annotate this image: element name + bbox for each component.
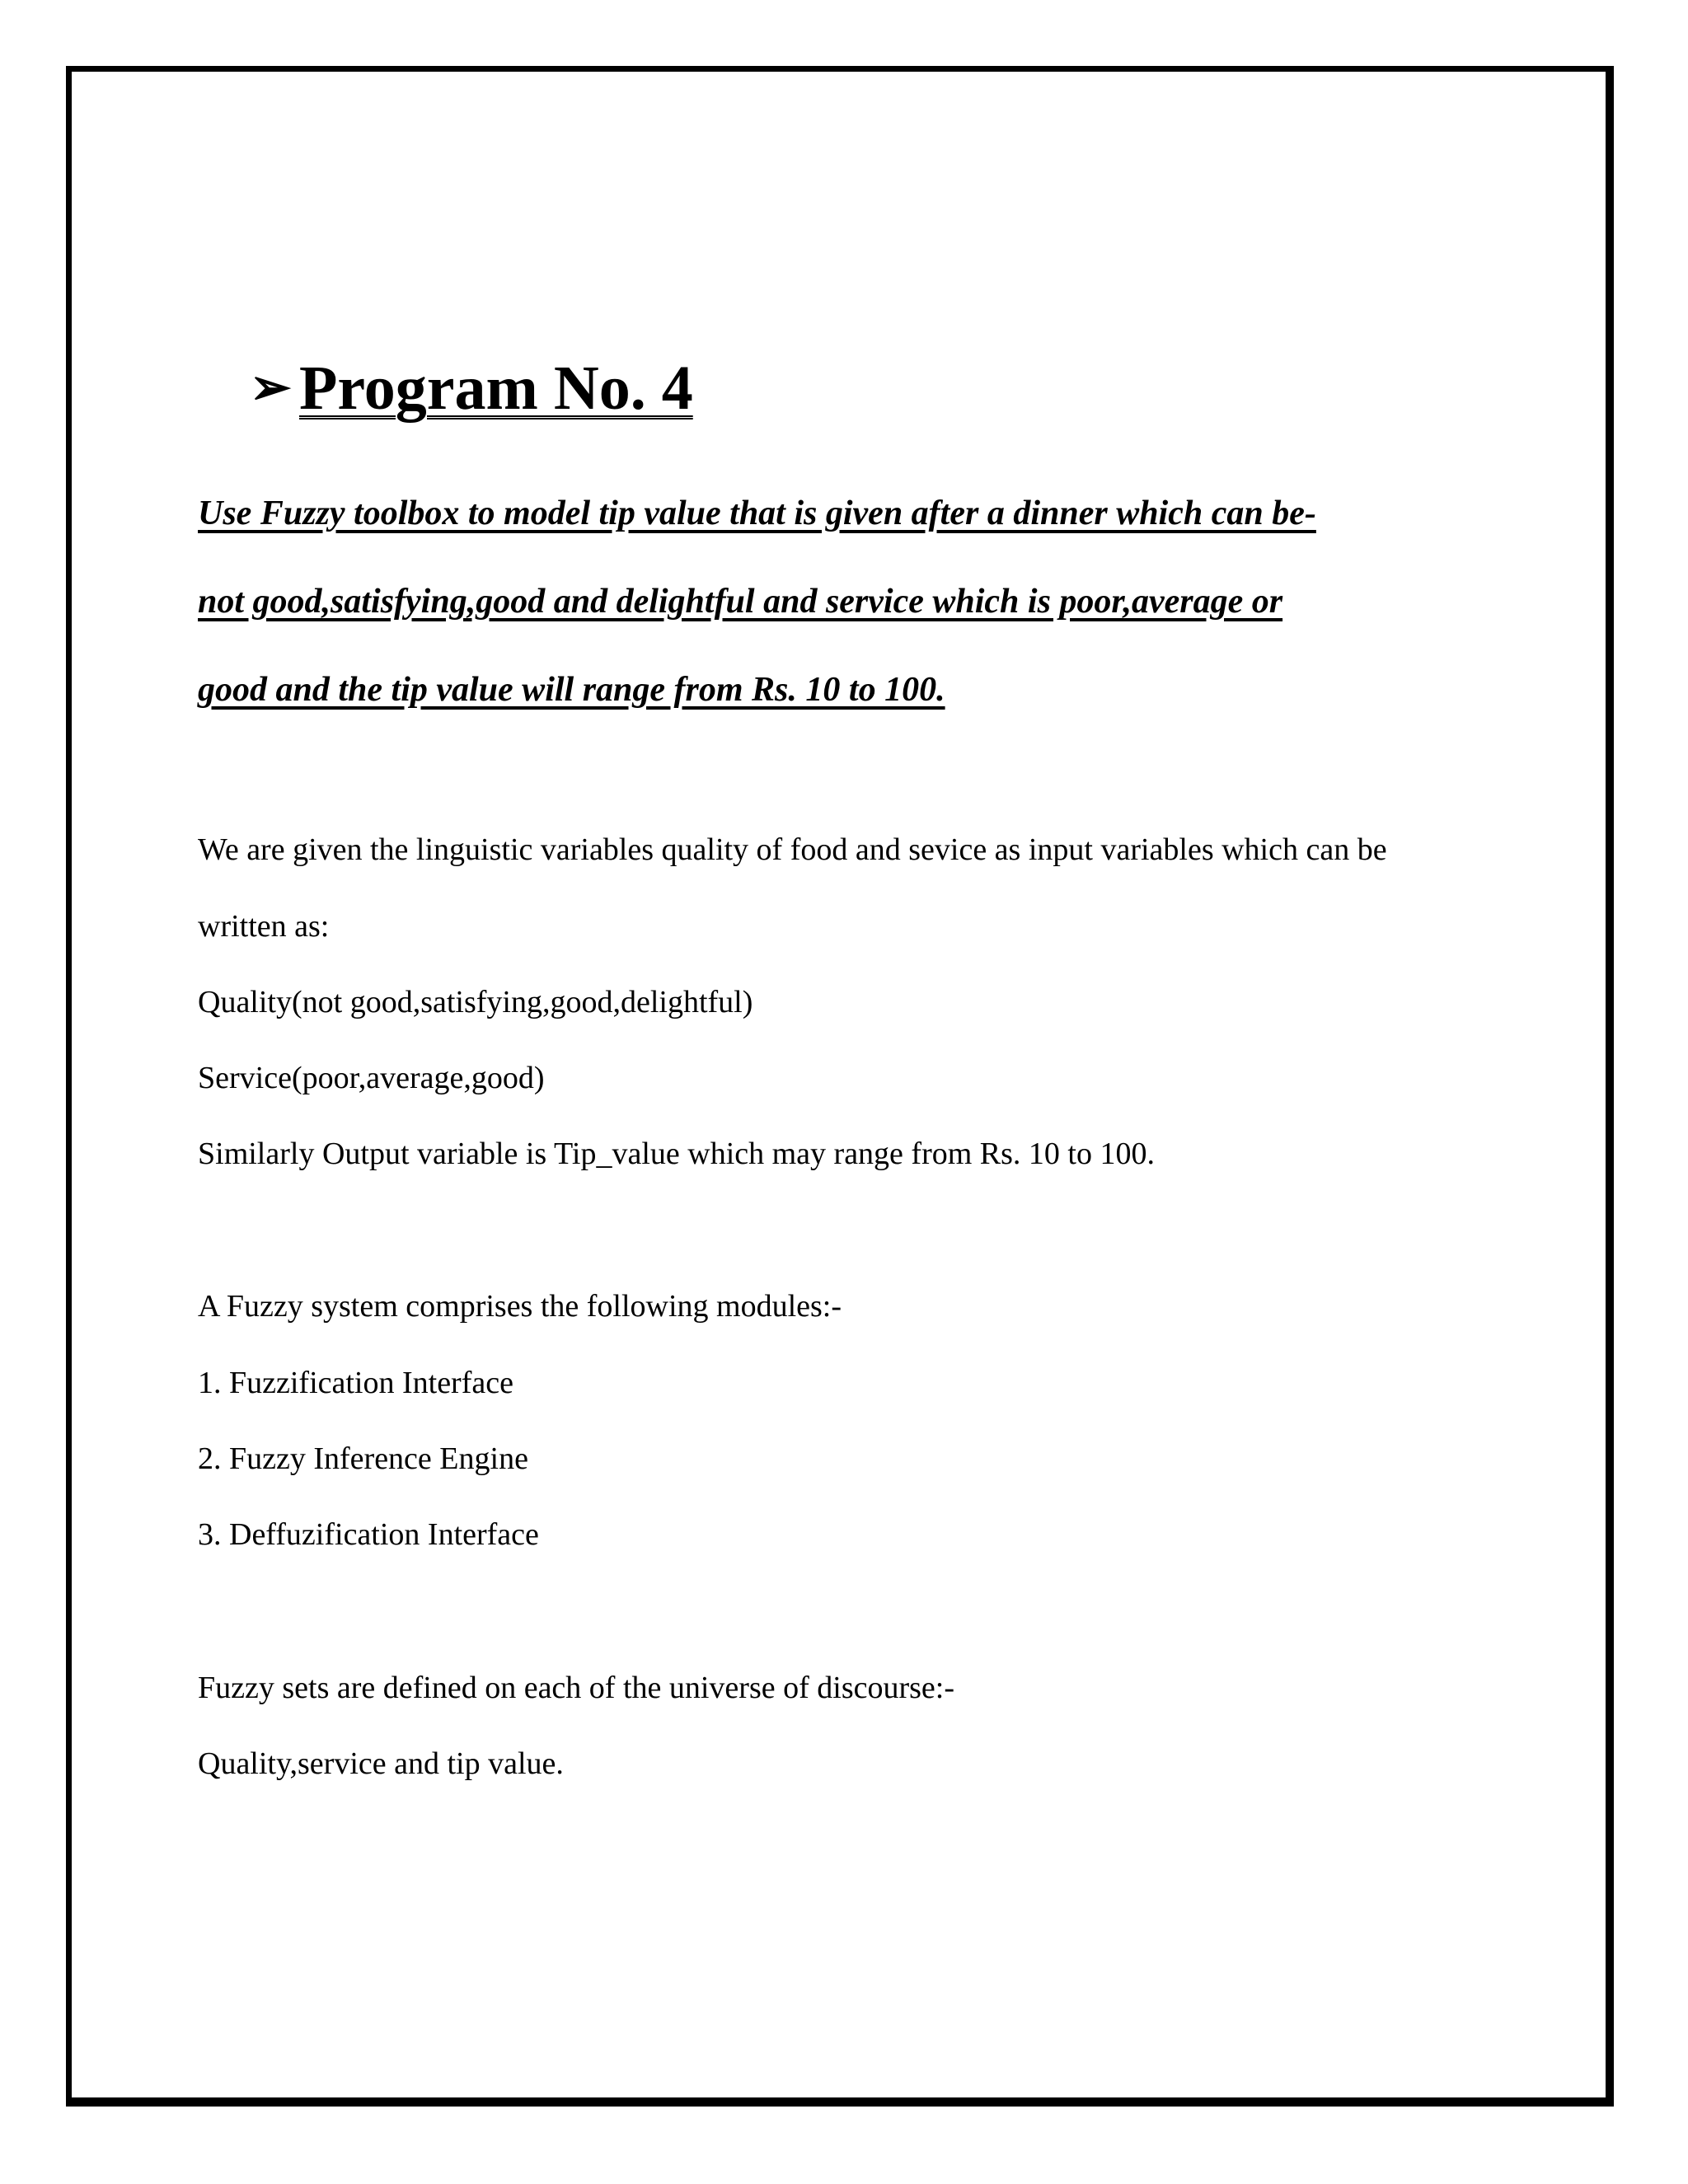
service-line: Service(poor,average,good) <box>198 1061 545 1095</box>
intro-line-2: written as: <box>198 909 330 944</box>
program-title: Program No. 4 <box>299 354 693 423</box>
fuzzy-sets-line-1: Fuzzy sets are defined on each of the universe of discourse:- <box>198 1671 954 1705</box>
program-heading <box>250 346 693 429</box>
intro-line-1: We are given the linguistic variables quality of food and sevice as input variables which can be <box>198 832 1387 867</box>
task-line-2: not good,satisfying,good and delightful and service which is poor,average or <box>198 583 1283 621</box>
task-line-1: Use Fuzzy toolbox to model tip value that is given after a dinner which can be- <box>198 494 1316 532</box>
modules-intro: A Fuzzy system comprises the following modules:- <box>198 1289 842 1324</box>
quality-line: Quality(not good,satisfying,good,delightful) <box>198 985 753 1019</box>
output-line: Similarly Output variable is Tip_value which may range from Rs. 10 to 100. <box>198 1137 1155 1171</box>
arrow-bullet-icon: ➢ <box>250 360 292 415</box>
fuzzy-sets-line-2: Quality,service and tip value. <box>198 1746 564 1781</box>
module-item: 3. Deffuzification Interface <box>198 1517 539 1552</box>
module-item: 1. Fuzzification Interface <box>198 1366 513 1400</box>
module-item: 2. Fuzzy Inference Engine <box>198 1441 528 1476</box>
task-line-3: good and the tip value will range from Rs. 10 to 100. <box>198 671 945 709</box>
